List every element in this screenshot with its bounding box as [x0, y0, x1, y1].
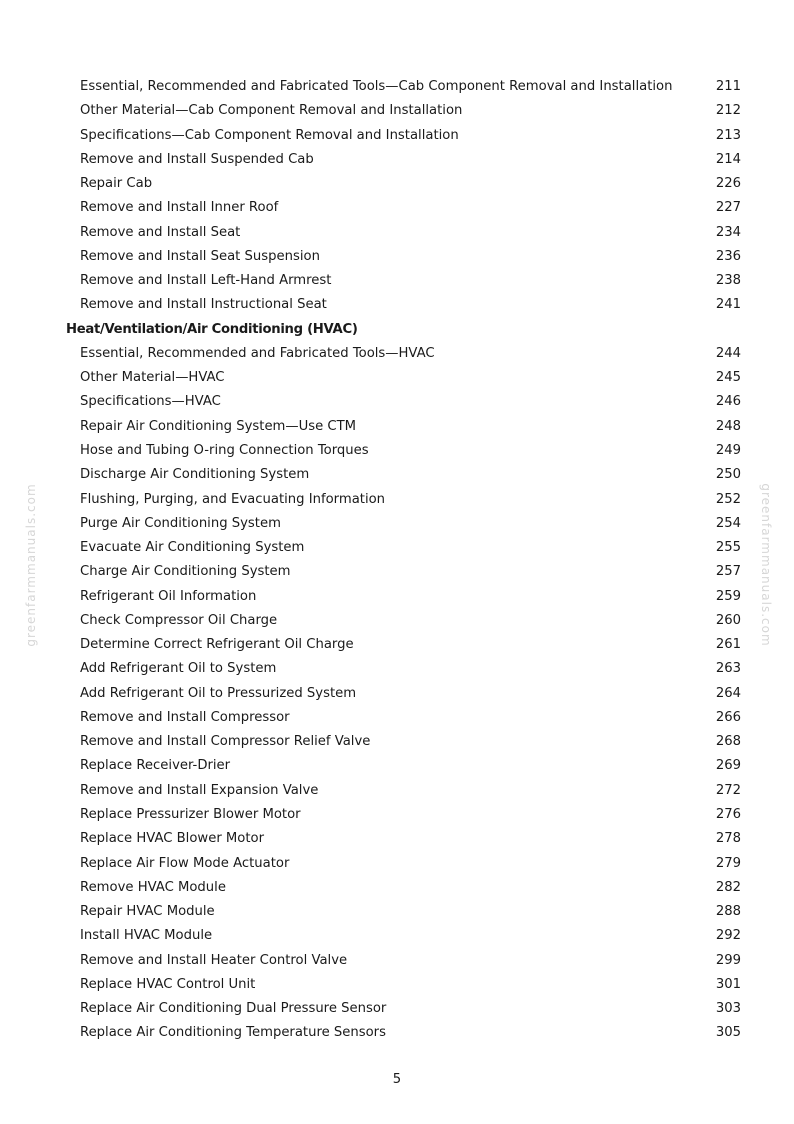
toc-entry-page: 252 — [715, 491, 741, 507]
toc-entry[interactable] — [0, 852, 794, 876]
toc-entry[interactable] — [0, 827, 794, 851]
toc-entry[interactable] — [0, 439, 794, 463]
toc-entry[interactable] — [0, 900, 794, 924]
toc-entry-title: Discharge Air Conditioning System — [80, 467, 310, 483]
toc-entry-title: Hose and Tubing O-ring Connection Torques — [80, 442, 369, 458]
toc-entry-page: 269 — [715, 758, 741, 774]
toc-entry-page: 299 — [715, 952, 741, 968]
table-of-contents — [0, 75, 794, 1046]
toc-entry-title: Check Compressor Oil Charge — [80, 612, 278, 628]
toc-entry-title: Repair Cab — [80, 176, 153, 192]
toc-entry-title: Replace Air Flow Mode Actuator — [80, 855, 290, 871]
toc-entry-title: Remove and Install Seat — [80, 224, 241, 240]
toc-entry-page: 278 — [715, 831, 741, 847]
toc-entry-title: Replace Air Conditioning Dual Pressure Sensor — [80, 1001, 387, 1017]
toc-entry-page: 213 — [715, 127, 741, 143]
toc-entry[interactable] — [0, 463, 794, 487]
toc-entry[interactable] — [0, 390, 794, 414]
toc-entry-page: 261 — [715, 637, 741, 653]
toc-entry-title: Refrigerant Oil Information — [80, 588, 257, 604]
toc-entry[interactable] — [0, 585, 794, 609]
toc-entry-page: 212 — [715, 103, 741, 119]
toc-entry-page: 292 — [715, 928, 741, 944]
toc-entry[interactable] — [0, 633, 794, 657]
toc-entry[interactable] — [0, 682, 794, 706]
toc-entry[interactable] — [0, 609, 794, 633]
toc-entry-page: 266 — [715, 709, 741, 725]
toc-entry-page: 260 — [715, 612, 741, 628]
toc-entry-page: 214 — [715, 151, 741, 167]
toc-entry-page: 303 — [715, 1001, 741, 1017]
toc-entry[interactable] — [0, 1021, 794, 1045]
toc-entry-page: 259 — [715, 588, 741, 604]
toc-entry[interactable] — [0, 415, 794, 439]
toc-entry[interactable] — [0, 342, 794, 366]
watermark-left: greenfarmmanuals.com — [24, 483, 38, 647]
toc-entry-page: 279 — [715, 855, 741, 871]
toc-entry-title: Flushing, Purging, and Evacuating Information — [80, 491, 386, 507]
toc-entry-title: Replace Pressurizer Blower Motor — [80, 806, 301, 822]
toc-entry[interactable] — [0, 269, 794, 293]
page-number: 5 — [392, 1072, 402, 1087]
toc-entry-page: 241 — [715, 297, 741, 313]
toc-entry-title: Remove and Install Heater Control Valve — [80, 952, 348, 968]
toc-entry[interactable] — [0, 488, 794, 512]
toc-entry[interactable] — [0, 876, 794, 900]
toc-entry-page: 282 — [715, 879, 741, 895]
toc-entry-title: Replace HVAC Blower Motor — [80, 831, 265, 847]
toc-entry-page: 249 — [715, 442, 741, 458]
toc-entry-page: 263 — [715, 661, 741, 677]
toc-entry[interactable] — [0, 124, 794, 148]
toc-entry[interactable] — [0, 75, 794, 99]
toc-entry-title: Other Material—HVAC — [80, 370, 225, 386]
toc-entry-page: 264 — [715, 685, 741, 701]
toc-entry-title: Replace Air Conditioning Temperature Sensors — [80, 1025, 386, 1041]
toc-entry-page: 238 — [715, 273, 741, 289]
toc-entry[interactable] — [0, 973, 794, 997]
toc-entry[interactable] — [0, 196, 794, 220]
toc-entry-page: 257 — [715, 564, 741, 580]
section-heading-title: Heat/Ventilation/Air Conditioning (HVAC) — [66, 321, 358, 337]
toc-entry-title: Specifications—Cab Component Removal and Installation — [80, 127, 459, 143]
toc-entry[interactable] — [0, 172, 794, 196]
toc-entry-title: Essential, Recommended and Fabricated Tools—Cab Component Removal and Installation — [80, 79, 673, 94]
toc-entry-page: 272 — [715, 782, 741, 798]
toc-entry[interactable] — [0, 148, 794, 172]
toc-entry-title: Evacuate Air Conditioning System — [80, 540, 305, 556]
toc-entry[interactable] — [0, 293, 794, 317]
toc-entry-title: Add Refrigerant Oil to System — [80, 661, 277, 677]
toc-entry-page: 211 — [715, 79, 741, 94]
toc-entry[interactable] — [0, 366, 794, 390]
watermark-right: greenfarmmanuals.com — [759, 483, 773, 647]
toc-entry-page: 227 — [715, 200, 741, 216]
toc-entry-title: Remove and Install Compressor — [80, 709, 290, 725]
toc-entry-page: 245 — [715, 370, 741, 386]
toc-entry-title: Essential, Recommended and Fabricated Tools—HVAC — [80, 345, 435, 361]
toc-entry-title: Replace HVAC Control Unit — [80, 976, 256, 992]
section-heading — [0, 318, 794, 342]
toc-entry-page: 305 — [715, 1025, 741, 1041]
toc-entry-title: Remove and Install Expansion Valve — [80, 782, 319, 798]
toc-entry[interactable] — [0, 536, 794, 560]
toc-entry-title: Remove and Install Suspended Cab — [80, 151, 314, 167]
toc-entry-page: 268 — [715, 734, 741, 750]
toc-entry-page: 250 — [715, 467, 741, 483]
toc-entry-page: 248 — [715, 418, 741, 434]
toc-entry-page: 244 — [715, 345, 741, 361]
toc-entry[interactable] — [0, 512, 794, 536]
toc-entry-page: 255 — [715, 540, 741, 556]
toc-entry-title: Determine Correct Refrigerant Oil Charge — [80, 637, 354, 653]
toc-entry[interactable] — [0, 560, 794, 584]
toc-entry-title: Charge Air Conditioning System — [80, 564, 291, 580]
toc-entry-title: Remove and Install Instructional Seat — [80, 297, 327, 313]
toc-entry[interactable] — [0, 949, 794, 973]
toc-entry[interactable] — [0, 245, 794, 269]
toc-entry-title: Add Refrigerant Oil to Pressurized System — [80, 685, 357, 701]
toc-entry-title: Remove and Install Compressor Relief Valve — [80, 734, 371, 750]
toc-entry[interactable] — [0, 803, 794, 827]
toc-entry-page: 234 — [715, 224, 741, 240]
toc-entry-title: Install HVAC Module — [80, 928, 213, 944]
toc-entry-title: Remove HVAC Module — [80, 879, 226, 895]
toc-entry-title: Remove and Install Seat Suspension — [80, 248, 320, 264]
toc-entry[interactable] — [0, 706, 794, 730]
toc-entry[interactable] — [0, 657, 794, 681]
toc-entry[interactable] — [0, 99, 794, 123]
toc-entry-page: 276 — [715, 806, 741, 822]
toc-entry-title: Repair Air Conditioning System—Use CTM — [80, 418, 357, 434]
toc-entry[interactable] — [0, 997, 794, 1021]
toc-entry-page: 254 — [715, 515, 741, 531]
toc-entry-title: Specifications—HVAC — [80, 394, 221, 410]
toc-entry-page: 226 — [715, 176, 741, 192]
toc-entry-title: Replace Receiver-Drier — [80, 758, 231, 774]
toc-entry[interactable] — [0, 754, 794, 778]
toc-entry[interactable] — [0, 730, 794, 754]
toc-entry[interactable] — [0, 924, 794, 948]
toc-entry-page: 236 — [715, 248, 741, 264]
toc-entry-page: 301 — [715, 976, 741, 992]
toc-entry-title: Remove and Install Inner Roof — [80, 200, 279, 216]
toc-entry-title: Repair HVAC Module — [80, 904, 215, 920]
toc-entry-page: 246 — [715, 394, 741, 410]
toc-entry[interactable] — [0, 221, 794, 245]
toc-entry-title: Other Material—Cab Component Removal and Installation — [80, 103, 463, 119]
toc-entry-title: Purge Air Conditioning System — [80, 515, 281, 531]
toc-entry-title: Remove and Install Left-Hand Armrest — [80, 273, 332, 289]
toc-entry[interactable] — [0, 779, 794, 803]
toc-entry-page: 288 — [715, 904, 741, 920]
